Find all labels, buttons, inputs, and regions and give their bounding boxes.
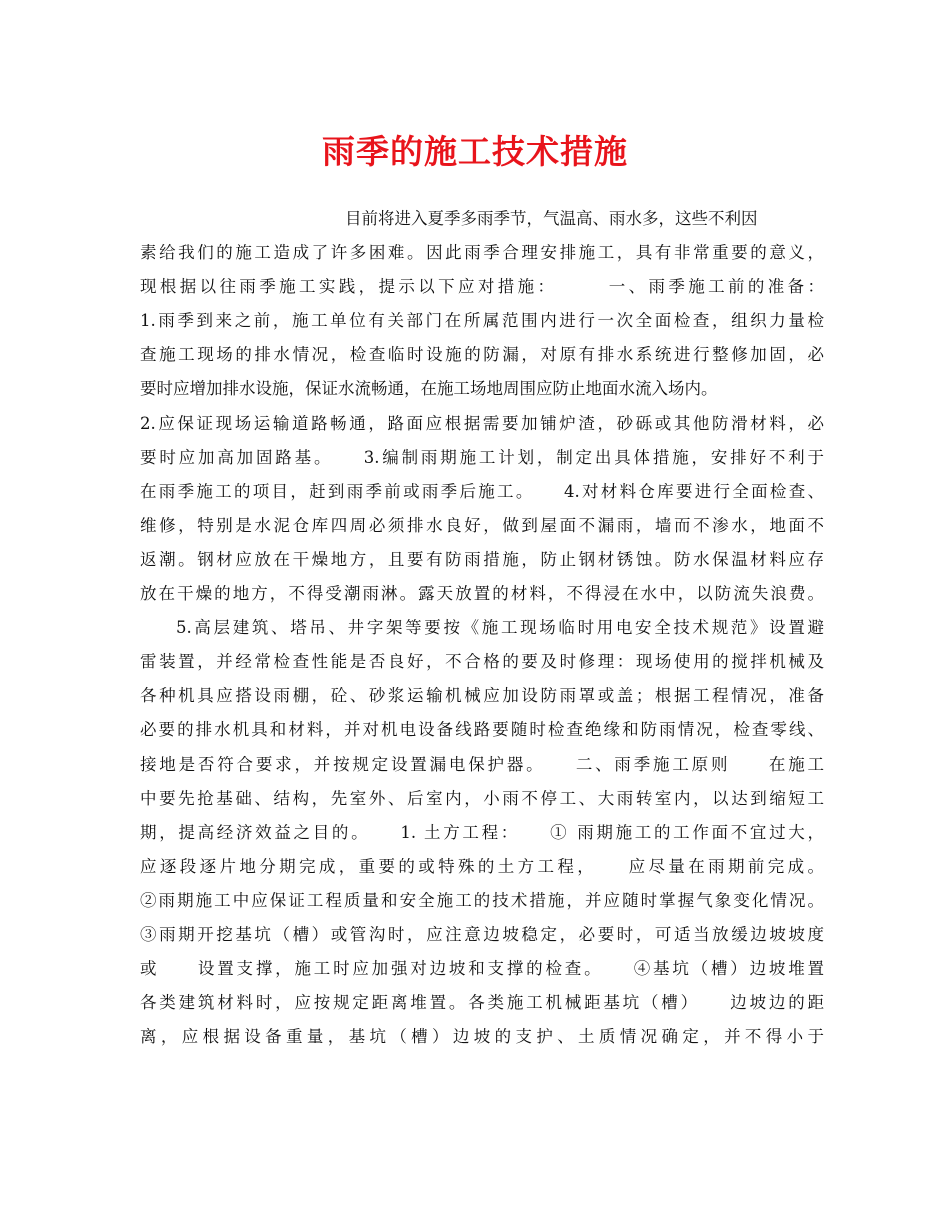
text-line: 放在干燥的地方，不得受潮雨淋。露天放置的材料，不得浸在水中，以防流失浪费。 — [140, 584, 824, 604]
text-line: 目前将进入夏季多雨季节，气温高、雨水多，这些不利因 — [345, 209, 758, 228]
text-line: ②雨期施工中应保证工程质量和安全施工的技术措施，并应随时掌握气象变化情况。 — [140, 890, 824, 910]
text-line: 要时应增加排水设施，保证水流畅通，在施工场地周围应防止地面水流入场内。 — [140, 379, 718, 399]
text-line: 期，提高经济效益之目的。 1. 土方工程： ① 雨期施工的工作面不宜过大， — [140, 822, 824, 842]
text-line: 中要先抢基础、结构，先室外、后室内，小雨不停工、大雨转室内，以达到缩短工 — [140, 788, 824, 808]
text-line: 雷装置，并经常检查性能是否良好，不合格的要及时修理：现场使用的搅拌机械及 — [140, 652, 824, 672]
document-body — [140, 202, 824, 1054]
text-line: 在雨季施工的项目，赶到雨季前或雨季后施工。 4.对材料仓库要进行全面检查、 — [140, 481, 824, 501]
text-line: 2.应保证现场运输道路畅通，路面应根据需要加铺炉渣，砂砾或其他防滑材料，必 — [140, 413, 824, 433]
text-line: 要时应加高加固路基。 3.编制雨期施工计划，制定出具体措施，安排好不利于 — [140, 447, 824, 467]
text-line: 必要的排水机具和材料，并对机电设备线路要随时检查绝缘和防雨情况，检查零线、 — [140, 720, 824, 740]
text-line: 维修，特别是水泥仓库四周必须排水良好，做到屋面不漏雨，墙而不渗水，地面不 — [140, 515, 824, 535]
text-line: 返潮。钢材应放在干燥地方，且要有防雨措施，防止钢材锈蚀。防水保温材料应存 — [140, 549, 824, 569]
text-line: ③雨期开挖基坑（槽）或管沟时，应注意边坡稳定，必要时，可适当放缓边坡坡度 — [140, 924, 824, 944]
text-line: 接地是否符合要求，并按规定设置漏电保护器。 二、雨季施工原则 在施工 — [140, 754, 824, 774]
text-line: 1.雨季到来之前，施工单位有关部门在所属范围内进行一次全面检查，组织力量检 — [140, 311, 824, 331]
text-line: 素给我们的施工造成了许多困难。因此雨季合理安排施工，具有非常重要的意义， — [140, 243, 824, 263]
text-line: 应逐段逐片地分期完成，重要的或特殊的土方工程， 应尽量在雨期前完成。 — [140, 856, 824, 876]
text-line: 或 设置支撑，施工时应加强对边坡和支撑的检查。 ④基坑（槽）边坡堆置 — [140, 959, 824, 979]
text-line: 现根据以往雨季施工实践，提示以下应对措施： 一、雨季施工前的准备： — [140, 277, 824, 297]
text-line: 5.高层建筑、塔吊、井字架等要按《施工现场临时用电安全技术规范》设置避 — [176, 618, 824, 638]
text-line: 离，应根据设备重量，基坑（槽）边坡的支护、土质情况确定，并不得小于 — [140, 1027, 824, 1047]
document-title: 雨季的施工技术措施 — [322, 132, 628, 171]
text-line: 查施工现场的排水情况，检查临时设施的防漏，对原有排水系统进行整修加固，必 — [140, 345, 824, 365]
text-line: 各类建筑材料时，应按规定距离堆置。各类施工机械距基坑（槽） 边坡边的距 — [140, 993, 824, 1013]
text-line: 各种机具应搭设雨棚，砼、砂浆运输机械应加设防雨罩或盖；根据工程情况，准备 — [140, 686, 824, 706]
